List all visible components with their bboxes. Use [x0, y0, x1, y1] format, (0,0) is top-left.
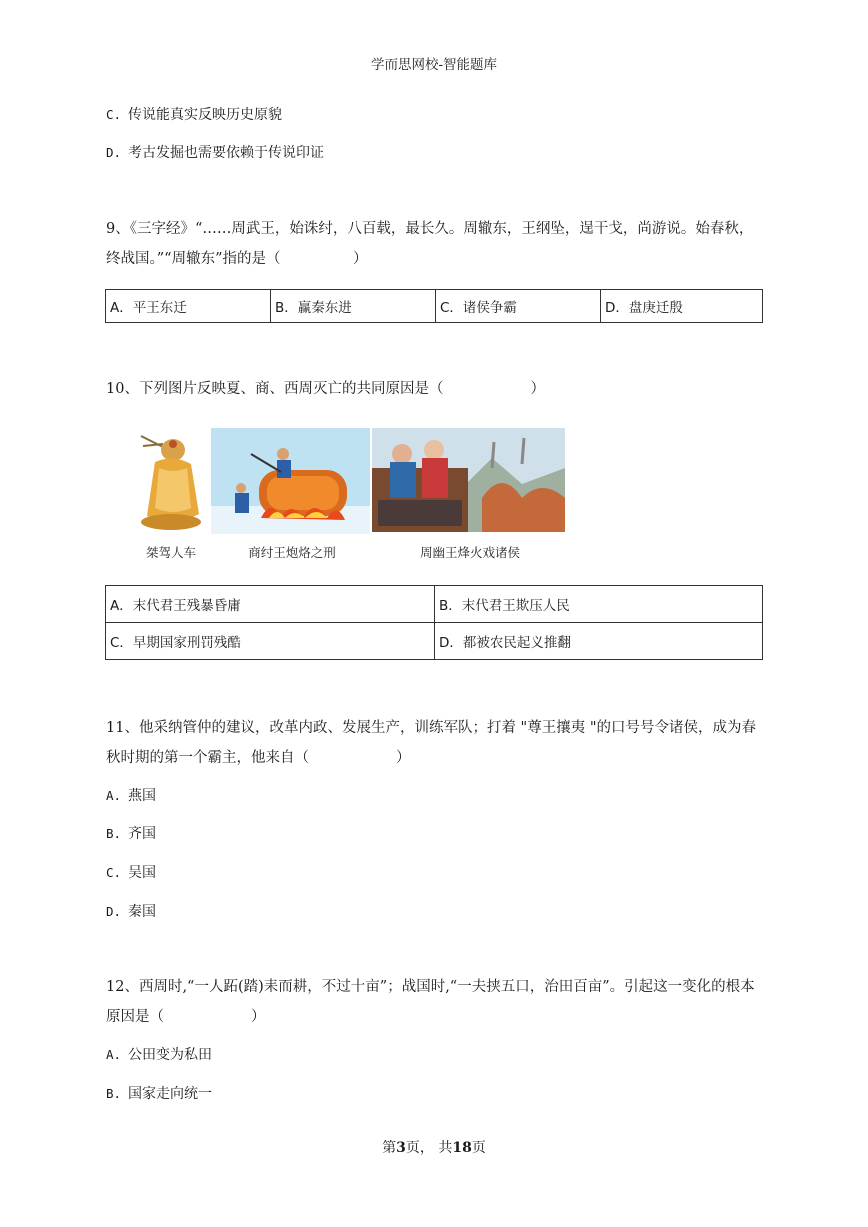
- q10-option-c[interactable]: C．早期国家刑罚残酷: [106, 623, 435, 660]
- q9-options-table: [105, 289, 763, 323]
- option-letter: A.: [106, 1047, 122, 1062]
- q10-option-d[interactable]: D．都被农民起义推翻: [435, 623, 763, 660]
- option-text: 燕国: [128, 788, 156, 804]
- q8-option-c[interactable]: [106, 105, 282, 125]
- option-text: 齐国: [128, 826, 156, 842]
- option-letter: A.: [106, 788, 122, 803]
- option-text: 吴国: [128, 865, 156, 881]
- caption-zhou-you: 周幽王烽火戏诸侯: [419, 545, 520, 560]
- footer-prefix: 第: [382, 1140, 397, 1156]
- option-letter: C.: [106, 865, 122, 880]
- q9-stem: 9、《三字经》“……周武王，始诛纣，八百载，最长久。周辙东，王纲坠，逞干戈，尚游说。始春秋，终战国。”“周辙东”指的是（ ）: [106, 221, 754, 267]
- option-letter: C.: [106, 107, 122, 122]
- page-header: 学而思网校-智能题库: [370, 57, 498, 73]
- q12-option-b[interactable]: [106, 1084, 212, 1104]
- q9-option-a[interactable]: A．平王东迁: [106, 290, 271, 323]
- option-letter: D.: [106, 904, 122, 919]
- beacon-fire-image: [372, 428, 565, 532]
- q10-stem: 10、下列图片反映夏、商、西周灭亡的共同原因是（ ）: [106, 381, 545, 397]
- option-text: 考古发掘也需要依赖于传说印证: [128, 145, 324, 161]
- q11-stem: 11、他采纳管仲的建议，改革内政、发展生产，训练军队；打着 "尊王攘夷 "的口号号令诸侯，成为春秋时期的第一个霸主，他来自（ ）: [106, 720, 757, 766]
- current-page-number: 3: [396, 1140, 406, 1156]
- option-letter: B.: [106, 1086, 122, 1101]
- q10-option-a[interactable]: A．末代君王残暴昏庸: [106, 586, 435, 623]
- q12-option-a[interactable]: [106, 1045, 212, 1065]
- q12-stem: 12、西周时,“一人跖(踏)耒而耕，不过十亩”；战国时,“一夫挟五口，治田百亩”。引起这一变化的根本原因是（ ）: [106, 979, 755, 1025]
- burning-pillar-punishment-image: [211, 428, 370, 534]
- q9-option-c[interactable]: C．诸侯争霸: [436, 290, 601, 323]
- footer-mid: 页， 共: [405, 1140, 453, 1156]
- option-text: 国家走向统一: [128, 1086, 212, 1102]
- q9-option-d[interactable]: D．盘庚迁殷: [601, 290, 763, 323]
- q8-option-d[interactable]: [106, 143, 324, 163]
- option-text: 秦国: [128, 904, 156, 920]
- option-text: 公田变为私田: [128, 1047, 212, 1063]
- q11-option-a[interactable]: [106, 786, 156, 806]
- q10-options-table: [105, 585, 763, 660]
- q11-option-c[interactable]: [106, 863, 156, 883]
- q11-option-b[interactable]: [106, 824, 156, 844]
- option-letter: D.: [106, 145, 122, 160]
- total-page-number: 18: [452, 1140, 472, 1156]
- caption-shang-zhou: 商纣王炮烙之刑: [248, 545, 336, 560]
- footer-suffix: 页: [471, 1140, 486, 1156]
- q11-option-d[interactable]: [106, 902, 156, 922]
- caption-jie: 桀驾人车: [145, 545, 196, 560]
- q10-option-b[interactable]: B．末代君王欺压人民: [435, 586, 763, 623]
- option-text: 传说能真实反映历史原貌: [128, 107, 282, 123]
- jie-human-chariot-image: [133, 424, 209, 534]
- option-letter: B.: [106, 826, 122, 841]
- q9-option-b[interactable]: B．赢秦东进: [271, 290, 436, 323]
- page-footer: [0, 1137, 868, 1157]
